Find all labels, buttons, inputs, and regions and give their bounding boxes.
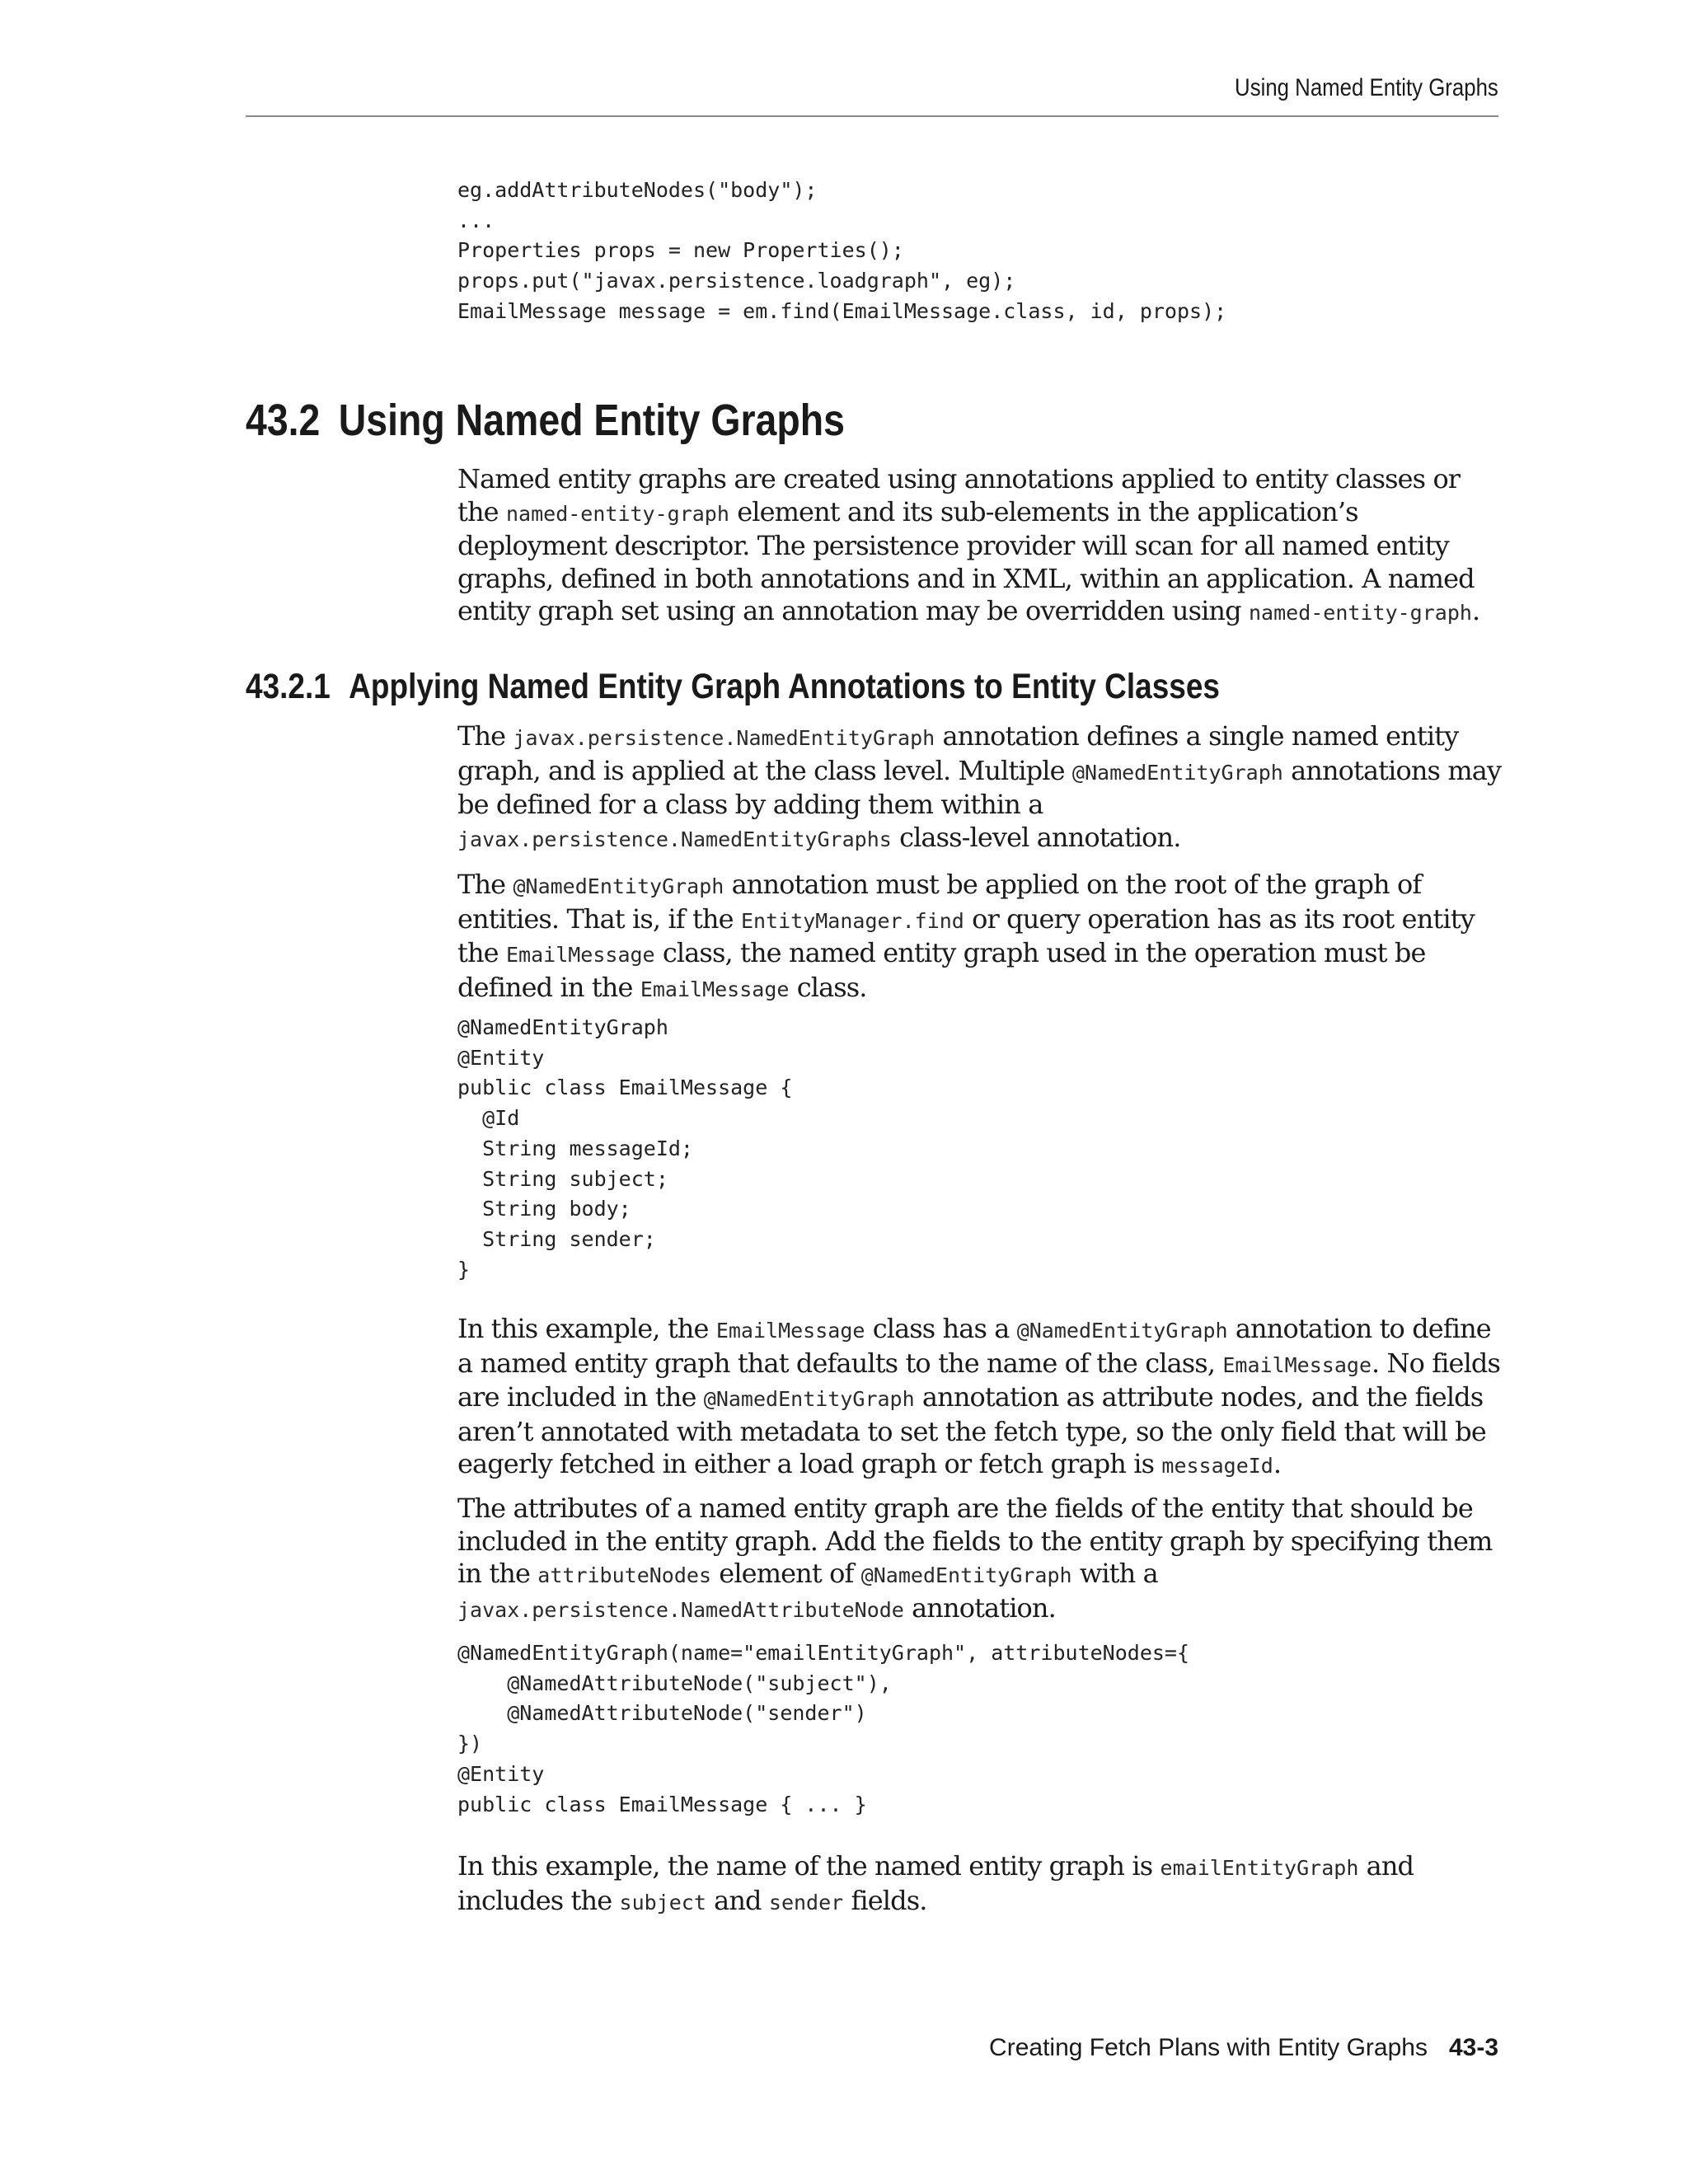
inline-code: @NamedEntityGraph — [703, 1387, 915, 1412]
section-number: 43.2 — [246, 396, 321, 445]
paragraph-text: The attributes of a named entity graph are the fields of the entity that should be included in the entity graph. Add the fields to the entity graph by specifying them in the — [457, 1493, 1493, 1590]
inline-code: @NamedEntityGraph — [1071, 760, 1283, 785]
inline-code: EmailMessage — [715, 1319, 865, 1343]
paragraph-text: class-level annotation. — [891, 821, 1181, 853]
page-footer — [989, 2034, 1498, 2062]
subsection-number: 43.2.1 — [246, 667, 331, 706]
inline-code: EmailMessage — [640, 977, 790, 1001]
paragraph-attributes — [457, 1493, 1508, 1626]
paragraph-example-explanation — [457, 1313, 1508, 1483]
inline-code: javax.persistence.NamedEntityGraph — [513, 726, 935, 750]
paragraph-text: annotation must be applied on the root of the graph of entities. That is, if the — [457, 869, 1422, 935]
section-title: Using Named Entity Graphs — [338, 396, 845, 445]
inline-code: EntityManager.find — [740, 908, 964, 933]
inline-code: @NamedEntityGraph — [513, 874, 724, 898]
running-header — [246, 74, 1498, 117]
inline-code: attributeNodes — [537, 1563, 712, 1588]
paragraph-text: Named entity graphs are created using annotations applied to entity classes or the — [457, 463, 1461, 527]
inline-code: javax.persistence.NamedEntityGraphs — [457, 827, 892, 851]
inline-code: javax.persistence.NamedAttributeNode — [457, 1597, 904, 1622]
paragraph-text: element and its sub-elements in the application’s deployment descriptor. The persistence provider will scan for all named entity graphs, defined in both annotations and in XML, within an application. A named entity graph set using an annotation may be overridden using — [457, 495, 1475, 627]
inline-code: @NamedEntityGraph — [860, 1563, 1072, 1588]
inline-code: @NamedEntityGraph — [1016, 1319, 1228, 1343]
footer-chapter-title: Creating Fetch Plans with Entity Graphs — [989, 2034, 1428, 2061]
paragraph-text: class has a — [865, 1313, 1017, 1344]
paragraph-example-name — [457, 1850, 1508, 1919]
paragraph-text: class, the named entity graph used in the operation must be defined in the — [457, 937, 1426, 1003]
paragraph-text: annotations may be defined for a class by adding them within a — [457, 754, 1502, 821]
inline-code: subject — [619, 1890, 706, 1915]
paragraph-text: . — [1273, 1448, 1282, 1480]
paragraph-root-of-graph — [457, 869, 1508, 1005]
paragraph-text: annotation defines a single named entity graph, and is applied at the class level. Multiple — [457, 720, 1459, 786]
running-header-title: Using Named Entity Graphs — [1235, 74, 1498, 101]
paragraph-text: . No fields are included in the — [457, 1347, 1501, 1413]
paragraph-text: fields. — [843, 1884, 927, 1916]
paragraph-text: annotation to define a named entity graph that defaults to the name of the class, — [457, 1313, 1491, 1379]
paragraph-text: The — [457, 869, 513, 900]
code-block-load-graph: eg.addAttributeNodes("body"); ... Properties props = new Properties(); props.put("javax.persistence.loadgraph", eg); EmailMessage message = em.find(EmailMessage.class, id, props); — [457, 178, 1227, 323]
paragraph-text: and includes the — [457, 1850, 1414, 1916]
paragraph-text: element of — [711, 1558, 861, 1590]
code-block-email-message: @NamedEntityGraph @Entity public class EmailMessage { @Id String messageId; String subject; String body; String sender; } — [457, 1015, 793, 1282]
inline-code: named-entity-graph — [1249, 601, 1472, 626]
subsection-heading — [246, 665, 1220, 708]
paragraph-text: class. — [789, 971, 867, 1003]
inline-code: emailEntityGraph — [1160, 1856, 1359, 1880]
paragraph-annotation-definition — [457, 720, 1508, 855]
paragraph-text: and — [706, 1884, 769, 1916]
page-number: 43-3 — [1448, 2034, 1498, 2061]
paragraph-text: . — [1471, 595, 1480, 627]
inline-code: EmailMessage — [505, 943, 655, 968]
paragraph-text: The — [457, 720, 513, 752]
section-heading — [246, 394, 845, 447]
paragraph-text: In this example, the — [457, 1313, 716, 1344]
paragraph-text: annotation. — [903, 1591, 1056, 1624]
paragraph-text: or query operation has as its root entity the — [457, 902, 1475, 969]
inline-code: messageId — [1161, 1454, 1273, 1479]
inline-code: named-entity-graph — [505, 501, 729, 526]
code-block-named-attribute-nodes: @NamedEntityGraph(name="emailEntityGraph", attributeNodes={ @NamedAttributeNode("subject"), @NamedAttributeNode("sender") }) @Entity public class EmailMessage { ... } — [457, 1641, 1190, 1816]
subsection-title: Applying Named Entity Graph Annotations to Entity Classes — [349, 667, 1220, 706]
paragraph-text: In this example, the name of the named entity graph is — [457, 1850, 1160, 1882]
inline-code: sender — [768, 1890, 844, 1915]
paragraph-text: with a — [1071, 1558, 1158, 1590]
inline-code: EmailMessage — [1222, 1352, 1372, 1377]
paragraph-text: annotation as attribute nodes, and the fields aren’t annotated with metadata to set the fetch type, so the only field that will be eagerly fetched in either a load graph or fetch graph is — [457, 1381, 1486, 1480]
paragraph-intro — [457, 463, 1508, 630]
